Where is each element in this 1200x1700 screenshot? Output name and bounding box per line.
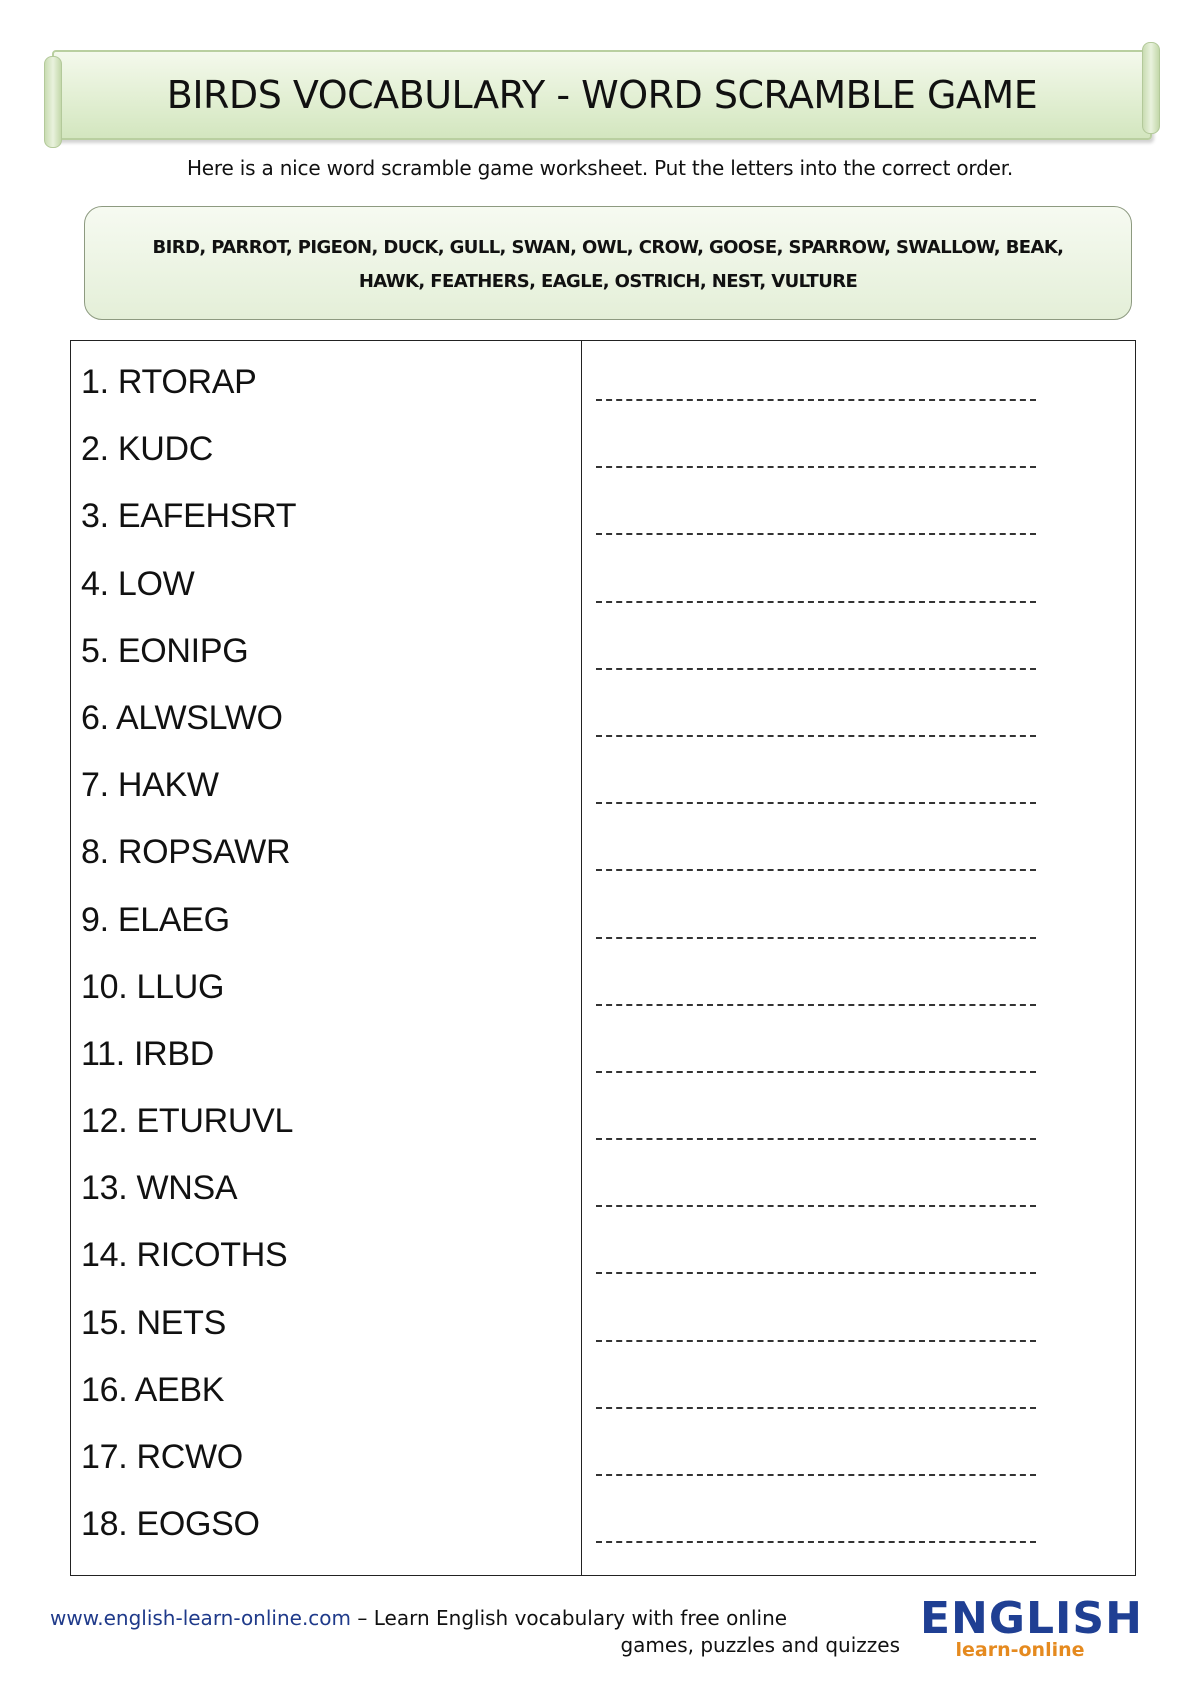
scrambled-word: 13. WNSA	[81, 1169, 238, 1208]
scrambled-word: 8. ROPSAWR	[81, 833, 291, 872]
scrambled-word: 12. ETURUVL	[81, 1102, 294, 1141]
answer-blank[interactable]	[596, 1541, 1036, 1543]
scramble-item	[71, 833, 1135, 900]
scramble-item	[71, 901, 1135, 968]
answer-blank[interactable]	[596, 1407, 1036, 1409]
page-title: BIRDS VOCABULARY - WORD SCRAMBLE GAME	[166, 73, 1038, 117]
scramble-item	[71, 1035, 1135, 1102]
scrambled-word: 11. IRBD	[81, 1034, 215, 1073]
scramble-item	[71, 565, 1135, 632]
footer-tagline-2: games, puzzles and quizzes	[620, 1633, 900, 1657]
scrambled-word: 10. LLUG	[81, 967, 225, 1006]
scrambled-word: 7. HAKW	[81, 766, 219, 805]
answer-blank[interactable]	[596, 1205, 1036, 1207]
scramble-item	[71, 1102, 1135, 1169]
scramble-item	[71, 1505, 1135, 1572]
word-bank	[84, 206, 1132, 320]
scrambled-word: 2. KUDC	[81, 430, 214, 469]
answer-blank[interactable]	[596, 601, 1036, 603]
scramble-item	[71, 363, 1135, 430]
answer-blank[interactable]	[596, 1071, 1036, 1073]
answer-blank[interactable]	[596, 735, 1036, 737]
scrambled-word: 18. EOGSO	[81, 1505, 260, 1544]
scramble-item	[71, 766, 1135, 833]
logo-main-text: ENGLISH	[920, 1593, 1143, 1644]
scrambled-word: 15. NETS	[81, 1303, 226, 1342]
footer-line-1	[50, 1605, 900, 1632]
scramble-item	[71, 1371, 1135, 1438]
answer-blank[interactable]	[596, 1004, 1036, 1006]
answer-blank[interactable]	[596, 668, 1036, 670]
scrambled-word: 5. EONIPG	[81, 631, 249, 670]
intro-text: Here is a nice word scramble game worksheet. Put the letters into the correct order.	[186, 156, 1014, 180]
word-bank-line-2: HAWK, FEATHERS, EAGLE, OSTRICH, NEST, VULTURE	[358, 271, 858, 292]
scramble-item	[71, 1304, 1135, 1371]
scrambled-word: 17. RCWO	[81, 1438, 243, 1476]
scramble-list	[71, 363, 1135, 1572]
scrambled-word: 6. ALWSLWO	[81, 698, 283, 737]
scramble-item	[71, 699, 1135, 766]
answer-blank[interactable]	[596, 1474, 1036, 1476]
title-banner	[52, 50, 1152, 140]
brand-logo	[920, 1593, 1143, 1661]
answer-blank[interactable]	[596, 1340, 1036, 1342]
scramble-item	[71, 1438, 1135, 1505]
scramble-item	[71, 968, 1135, 1035]
site-link[interactable]: www.english-learn-online.com	[50, 1606, 352, 1630]
logo-sub-text: learn-online	[955, 1639, 1085, 1661]
scrambled-word: 1. RTORAP	[81, 363, 257, 401]
word-bank-line-1: BIRD, PARROT, PIGEON, DUCK, GULL, SWAN, OWL, CROW, GOOSE, SPARROW, SWALLOW, BEAK,	[152, 237, 1064, 258]
scramble-item	[71, 497, 1135, 564]
footer-text	[50, 1605, 900, 1659]
scramble-item	[71, 430, 1135, 497]
scramble-table	[70, 340, 1136, 1576]
scramble-item	[71, 1169, 1135, 1236]
answer-blank[interactable]	[596, 533, 1036, 535]
scrambled-word: 3. EAFEHSRT	[81, 497, 297, 536]
answer-blank[interactable]	[596, 1272, 1036, 1274]
answer-blank[interactable]	[596, 869, 1036, 871]
answer-blank[interactable]	[596, 466, 1036, 468]
scrambled-word: 16. AEBK	[81, 1370, 225, 1409]
scrambled-word: 4. LOW	[81, 564, 195, 603]
answer-blank[interactable]	[596, 399, 1036, 401]
answer-blank[interactable]	[596, 1138, 1036, 1140]
footer-tagline-1: – Learn English vocabulary with free online	[351, 1606, 788, 1630]
scramble-item	[71, 1236, 1135, 1303]
answer-blank[interactable]	[596, 802, 1036, 804]
scramble-item	[71, 632, 1135, 699]
answer-blank[interactable]	[596, 937, 1036, 939]
scrambled-word: 9. ELAEG	[81, 900, 230, 939]
scrambled-word: 14. RICOTHS	[81, 1236, 288, 1275]
